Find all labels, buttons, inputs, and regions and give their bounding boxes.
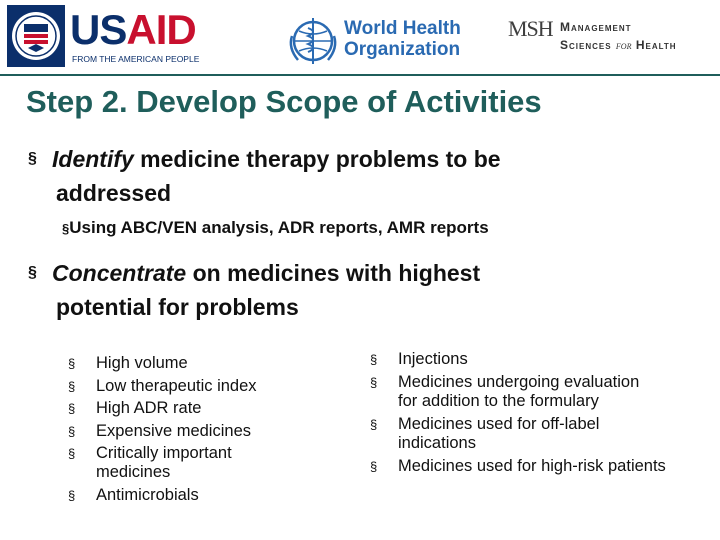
right-criteria-list [370, 350, 666, 480]
bullet-marker: § [28, 150, 37, 167]
who-logo [286, 14, 461, 70]
list-item: § Antimicrobials [68, 485, 199, 504]
list-item: § Medicines undergoing evaluation for addition to the formulary [370, 373, 640, 410]
bullet-text: on medicines with highest [186, 260, 481, 286]
list-item: § Medicines used for high-risk patients [370, 457, 666, 475]
list-item: § Expensive medicines [68, 421, 251, 440]
who-emblem-icon [286, 14, 340, 68]
bullet-emphasis: Identify [52, 146, 134, 172]
usaid-tagline: FROM THE AMERICAN PEOPLE [72, 54, 200, 64]
bullet-text-continued: addressed [56, 180, 172, 206]
list-item: § Injections [370, 350, 468, 368]
list-item: § Critically important medicines [68, 444, 232, 481]
header-divider [0, 74, 720, 76]
list-item: § Low therapeutic index [68, 376, 257, 395]
usaid-logo [6, 4, 200, 68]
sub-bullet-marker: § [62, 221, 70, 236]
usaid-seal-icon [6, 4, 66, 68]
list-item: § High volume [68, 354, 188, 372]
usaid-wordmark: USAID [70, 6, 196, 53]
bullet-text: medicine therapy problems to be [133, 146, 501, 172]
sub-bullet-text: Using ABC/VEN analysis, ADR reports, AMR reports [69, 218, 489, 237]
slide-title: Step 2. Develop Scope of Activities [26, 84, 542, 119]
left-criteria-list [68, 354, 308, 508]
bullet-emphasis: Concentrate [52, 260, 187, 286]
msh-mark: MSH [508, 16, 553, 41]
bullet-marker: § [28, 264, 37, 281]
who-wordmark: World Health Organization [344, 18, 461, 60]
list-item: § Medicines used for off-label indications [370, 415, 600, 452]
msh-logo [508, 14, 718, 64]
sub-bullet [62, 218, 489, 238]
logo-bar [0, 0, 720, 76]
msh-wordmark: Management Sciences for Health [560, 20, 677, 52]
bullet-text-continued: potential for problems [56, 294, 299, 320]
list-item: § High ADR rate [68, 399, 202, 417]
